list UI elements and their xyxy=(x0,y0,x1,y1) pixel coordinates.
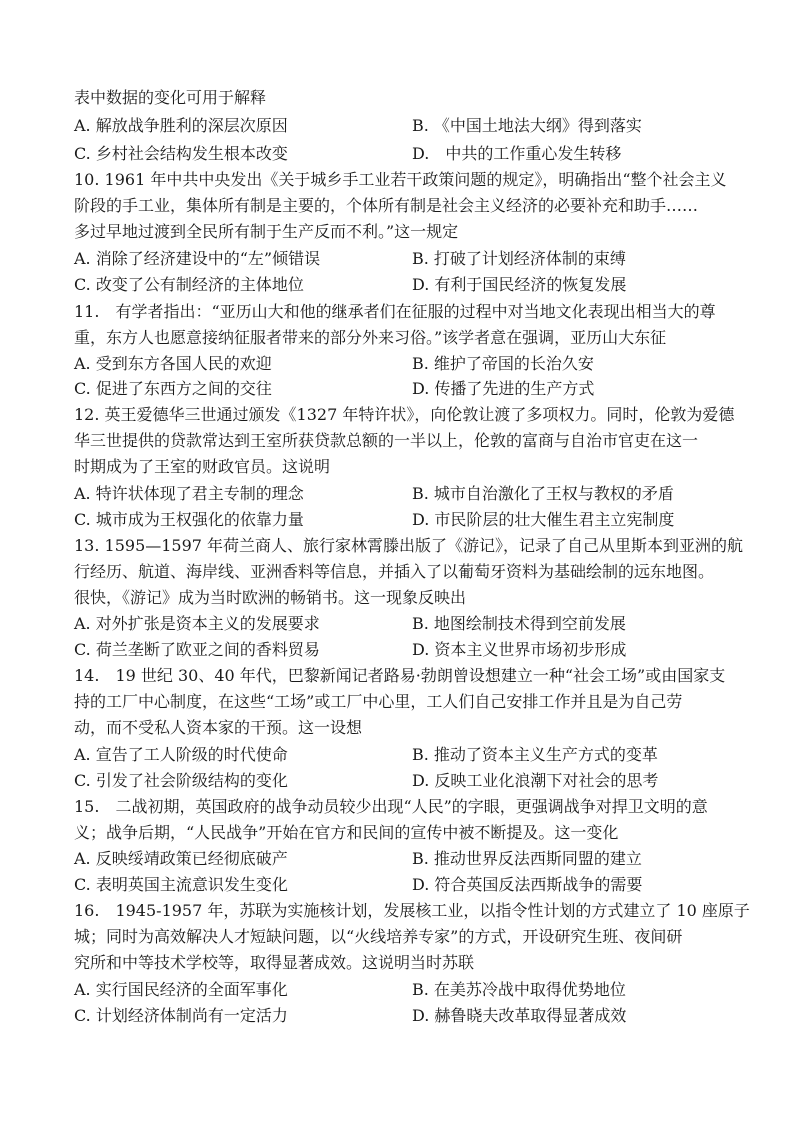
q10-stem-line-2: 阶段的手工业，集体所有制是主要的，个体所有制是社会主义经济的必要补充和助手…… xyxy=(74,196,699,215)
q13-stem-line-1: 13. 1595—1597 年荷兰商人、旅行家林霄滕出版了《游记》，记录了自己从里斯本到亚洲的航 xyxy=(74,536,744,555)
q9-option-c: C. 乡村社会结构发生根本改变 xyxy=(74,144,288,163)
q16-stem-line-3: 究所和中等技术学校等，取得显著成效。这说明当时苏联 xyxy=(74,953,475,972)
q14-option-d: D. 反映工业化浪潮下对社会的思考 xyxy=(412,771,659,790)
q13-stem-line-3: 很快，《游记》成为当时欧洲的畅销书。这一现象反映出 xyxy=(74,588,467,607)
q13-option-c: C. 荷兰垄断了欧亚之间的香料贸易 xyxy=(74,640,320,659)
q16-stem-line-2: 城；同时为高效解决人才短缺问题，以“火线培养专家”的方式，开设研究生班、夜间研 xyxy=(74,927,683,946)
q14-stem-line-3: 动，而不受私人资本家的干预。这一设想 xyxy=(74,718,363,737)
q16-option-a: A. 实行国民经济的全面军事化 xyxy=(74,980,288,999)
q13-option-a: A. 对外扩张是资本主义的发展要求 xyxy=(74,614,320,633)
q10-option-d: D. 有利于国民经济的恢复发展 xyxy=(412,275,627,294)
q11-stem-line-2: 重，东方人也愿意接纳征服者带来的部分外来习俗。”该学者意在强调，亚历山大东征 xyxy=(74,328,667,347)
q9-option-a: A. 解放战争胜利的深层次原因 xyxy=(74,116,288,135)
q16-option-d: D. 赫鲁晓夫改革取得显著成效 xyxy=(412,1006,627,1025)
q15-stem-line-2: 义；战争后期，“人民战争”开始在官方和民间的宣传中被不断提及。这一变化 xyxy=(74,823,619,842)
q12-option-a: A. 特许状体现了君主专制的理念 xyxy=(74,484,304,503)
q15-stem-line-1: 15. 二战初期，英国政府的战争动员较少出现“人民”的字眼，更强调战争对捍卫文明的意 xyxy=(74,797,708,816)
q16-option-c: C. 计划经济体制尚有一定活力 xyxy=(74,1006,288,1025)
q13-option-b: B. 地图绘制技术得到空前发展 xyxy=(412,614,626,633)
q14-option-c: C. 引发了社会阶级结构的变化 xyxy=(74,771,288,790)
q13-option-d: D. 资本主义世界市场初步形成 xyxy=(412,640,627,659)
q12-stem-line-1: 12. 英王爱德华三世通过颁发《1327 年特许状》，向伦敦让渡了多项权力。同时，伦敦为爱德 xyxy=(74,405,735,424)
q15-option-b: B. 推动世界反法西斯同盟的建立 xyxy=(412,849,642,868)
q13-stem-line-2: 行经历、航道、海岸线、亚洲香料等信息，并插入了以葡萄牙资料为基础绘制的远东地图。 xyxy=(74,562,715,581)
q14-stem-line-2: 持的工厂中心制度，在这些“工场”或工厂中心里，工人们自己安排工作并且是为自己劳 xyxy=(74,692,683,711)
q12-stem-line-3: 时期成为了王室的财政官员。这说明 xyxy=(74,457,331,476)
q11-option-c: C. 促进了东西方之间的交往 xyxy=(74,379,272,398)
q9-option-d: D. 中共的工作重心发生转移 xyxy=(412,144,622,163)
q12-option-d: D. 市民阶层的壮大催生君主立宪制度 xyxy=(412,510,675,529)
q15-option-d: D. 符合英国反法西斯战争的需要 xyxy=(412,875,643,894)
q16-stem-line-1: 16. 1945-1957 年，苏联为实施核计划，发展核工业，以指令性计划的方式建立了 10 座原子 xyxy=(74,901,750,920)
q9-stem-tail: 表中数据的变化可用于解释 xyxy=(74,88,267,107)
q15-option-c: C. 表明英国主流意识发生变化 xyxy=(74,875,288,894)
q12-option-c: C. 城市成为王权强化的依靠力量 xyxy=(74,510,304,529)
q11-stem-line-1: 11. 有学者指出：“亚历山大和他的继承者们在征服的过程中对当地文化表现出相当大的尊 xyxy=(74,302,716,321)
q15-option-a: A. 反映绥靖政策已经彻底破产 xyxy=(74,849,288,868)
q10-option-c: C. 改变了公有制经济的主体地位 xyxy=(74,275,304,294)
q9-option-b: B. 《中国土地法大纲》得到落实 xyxy=(412,116,642,135)
q10-stem-line-1: 10. 1961 年中共中央发出《关于城乡手工业若干政策问题的规定》，明确指出“整个社会主义 xyxy=(74,170,727,189)
q16-option-b: B. 在美苏冷战中取得优势地位 xyxy=(412,980,626,999)
q14-stem-line-1: 14. 19 世纪 30、40 年代，巴黎新闻记者路易·勃朗曾设想建立一种“社会工场”或由国家支 xyxy=(74,666,726,685)
q11-option-a: A. 受到东方各国人民的欢迎 xyxy=(74,354,272,373)
q10-option-b: B. 打破了计划经济体制的束缚 xyxy=(412,249,626,268)
q11-option-b: B. 维护了帝国的长治久安 xyxy=(412,354,594,373)
q12-option-b: B. 城市自治激化了王权与教权的矛盾 xyxy=(412,484,674,503)
q11-option-d: D. 传播了先进的生产方式 xyxy=(412,379,595,398)
q14-option-a: A. 宣告了工人阶级的时代使命 xyxy=(74,745,288,764)
q10-stem-line-3: 多过早地过渡到全民所有制于生产反而不利。”这一规定 xyxy=(74,222,459,241)
q12-stem-line-2: 华三世提供的贷款常达到王室所获贷款总额的一半以上，伦敦的富商与自治市官吏在这一 xyxy=(74,431,699,450)
q10-option-a: A. 消除了经济建设中的“左”倾错误 xyxy=(74,249,321,268)
q14-option-b: B. 推动了资本主义生产方式的变革 xyxy=(412,745,658,764)
